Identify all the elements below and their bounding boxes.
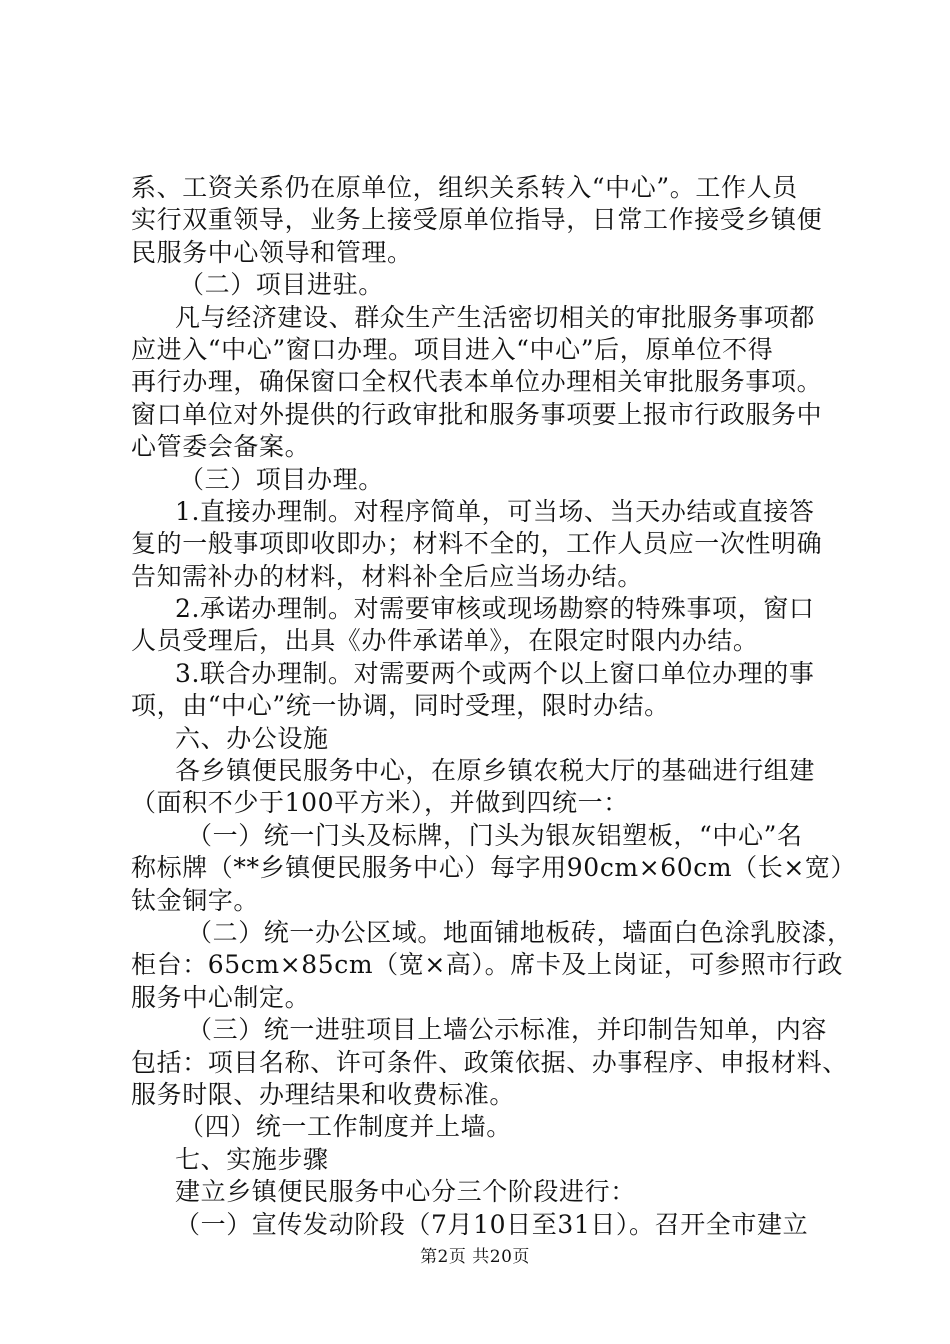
text-line: 包括：项目名称、许可条件、政策依据、办事程序、申报材料、 bbox=[131, 1047, 848, 1077]
text-line: 人员受理后，出具《办件承诺单》，在限定时限内办结。 bbox=[131, 626, 759, 656]
text-line: 凡与经济建设、群众生产生活密切相关的审批服务事项都 bbox=[175, 302, 816, 332]
text-line: 窗口单位对外提供的行政审批和服务事项要上报市行政服务中 bbox=[131, 399, 823, 429]
text-line: 心管委会备案。 bbox=[131, 432, 311, 462]
document-body bbox=[131, 172, 857, 1241]
section-heading: 六、办公设施 bbox=[175, 723, 329, 753]
text-line: 民服务中心领导和管理。 bbox=[131, 237, 413, 267]
text-line: 复的一般事项即收即办；材料不全的，工作人员应一次性明确 bbox=[131, 529, 823, 559]
text-line: 称标牌（**乡镇便民服务中心）每字用90cm×60cm（长×宽） bbox=[131, 853, 857, 883]
text-line: 系、工资关系仍在原单位，组织关系转入“中心”。工作人员 bbox=[131, 173, 798, 202]
text-line: （四）统一工作制度并上墙。 bbox=[179, 1112, 512, 1142]
section-heading: （二）项目进驻。 bbox=[179, 270, 384, 300]
text-line: 服务中心制定。 bbox=[131, 982, 311, 1012]
text-line: （二）统一办公区域。地面铺地板砖，墙面白色涂乳胶漆， bbox=[187, 917, 853, 947]
text-line: 1.直接办理制。对程序简单，可当场、当天办结或直接答 bbox=[175, 496, 815, 526]
text-line: 项，由“中心”统一协调，同时受理，限时办结。 bbox=[131, 691, 670, 721]
text-line: 再行办理，确保窗口全权代表本单位办理相关审批服务事项。 bbox=[131, 367, 823, 397]
page-footer: 第2页 共20页 bbox=[420, 1247, 530, 1267]
text-line: （面积不少于100平方米），并做到四统一： bbox=[131, 788, 629, 818]
text-line: （一）统一门头及标牌，门头为银灰铝塑板，“中心”名 bbox=[187, 820, 803, 850]
text-line: 钛金铜字。 bbox=[131, 885, 260, 915]
text-line: 实行双重领导，业务上接受原单位指导，日常工作接受乡镇便 bbox=[131, 205, 823, 235]
text-line: （三）统一进驻项目上墙公示标准，并印制告知单，内容 bbox=[187, 1015, 828, 1045]
text-line: 3.联合办理制。对需要两个或两个以上窗口单位办理的事 bbox=[175, 658, 815, 688]
section-heading: 七、实施步骤 bbox=[175, 1144, 329, 1174]
text-line: 告知需补办的材料，材料补全后应当场办结。 bbox=[131, 561, 644, 591]
text-line: 柜台：65cm×85cm（宽×高）。席卡及上岗证，可参照市行政 bbox=[131, 950, 844, 980]
section-heading: （三）项目办理。 bbox=[179, 464, 384, 494]
text-line: 应进入“中心”窗口办理。项目进入“中心”后，原单位不得 bbox=[131, 334, 774, 364]
text-line: （一）宣传发动阶段（7月10日至31日）。召开全市建立 bbox=[175, 1209, 809, 1239]
text-line: 2.承诺办理制。对需要审核或现场勘察的特殊事项，窗口 bbox=[175, 594, 815, 624]
text-line: 建立乡镇便民服务中心分三个阶段进行： bbox=[175, 1177, 636, 1207]
text-line: 服务时限、办理结果和收费标准。 bbox=[131, 1079, 516, 1109]
text-line: 各乡镇便民服务中心，在原乡镇农税大厅的基础进行组建 bbox=[175, 756, 816, 786]
